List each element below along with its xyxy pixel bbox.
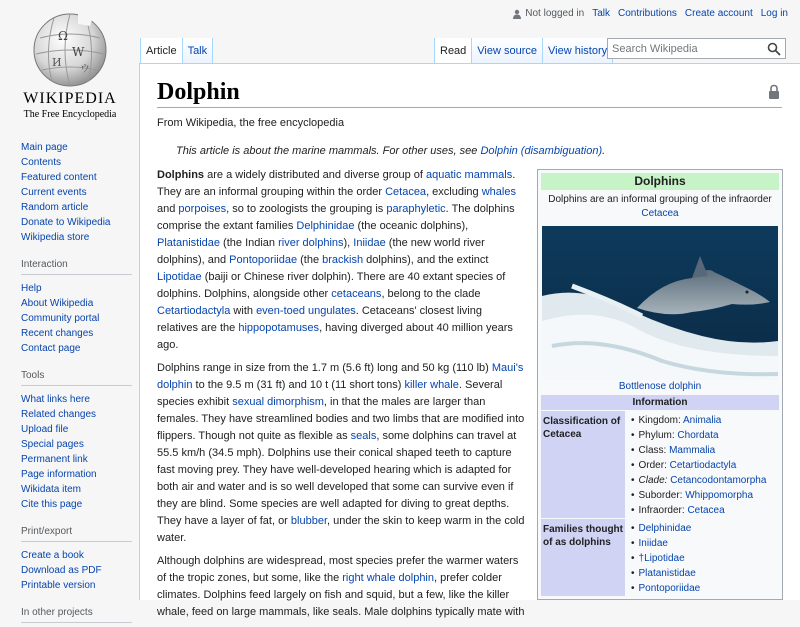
search-icon[interactable] <box>767 42 781 56</box>
text-run: (the Indian <box>220 237 279 249</box>
text-run: , some dolphins can travel at 55.5 km/h (34.5 mph). Dolphins use their conical shaped teeth to capture fast moving prey. They have well-developed hearing which is adapted for both air and water and is so well developed that some can survive even if they are blind. Some species are well adapted for diving to great depths. They have a layer of fat, or <box>157 430 517 527</box>
taxon-link[interactable]: Whippomorpha <box>685 490 754 501</box>
infobox <box>537 169 783 600</box>
article-body <box>157 167 525 627</box>
wiki-link[interactable]: aquatic mammals <box>426 169 513 181</box>
family-link[interactable]: Platanistidae <box>638 568 696 579</box>
family-item <box>631 521 779 536</box>
text-run: (the oceanic dolphins), <box>354 220 469 232</box>
sidebar-item-recent-changes[interactable]: Recent changes <box>21 328 94 339</box>
article-paragraph <box>157 360 525 547</box>
wiki-link[interactable]: river dolphins <box>278 237 344 249</box>
sidebar-item-wikidata-item[interactable]: Wikidata item <box>21 484 82 495</box>
sidebar-item-cite-this-page[interactable]: Cite this page <box>21 499 83 510</box>
sidebar-item-related-changes[interactable]: Related changes <box>21 409 97 420</box>
disambiguation-link[interactable]: Dolphin (disambiguation) <box>480 145 603 157</box>
sidebar-item-permanent-link[interactable]: Permanent link <box>21 454 88 465</box>
families-label: Families thought of as dolphins <box>541 519 625 596</box>
svg-text:Ω: Ω <box>58 29 68 43</box>
text-run: to the 9.5 m (31 ft) and 10 t (11 short tons) <box>192 379 405 391</box>
classification-item: • Phylum: Chordata <box>631 428 779 443</box>
svg-text:ウ: ウ <box>80 64 90 75</box>
wiki-link[interactable]: Cetartiodactyla <box>157 305 231 317</box>
svg-text:W: W <box>72 45 85 59</box>
sidebar-item-create-a-book[interactable]: Create a book <box>21 550 84 561</box>
classification-item: • Infraorder: Cetacea <box>631 503 779 518</box>
taxon-link[interactable]: Animalia <box>683 415 722 426</box>
sidebar-heading-interaction: Interaction <box>0 257 140 272</box>
sidebar-item-page-information[interactable]: Page information <box>21 469 97 480</box>
image-caption <box>541 380 779 394</box>
sidebar-item-help[interactable]: Help <box>21 283 42 294</box>
text-run: , belong to the clade <box>381 288 481 300</box>
taxon-link[interactable]: Mammalia <box>669 445 716 456</box>
infobox-title: Dolphins <box>541 173 779 190</box>
wiki-link[interactable]: whales <box>481 186 516 198</box>
sidebar-heading-tools: Tools <box>0 368 140 383</box>
sidebar-item-random-article[interactable]: Random article <box>21 202 89 213</box>
sidebar-item-printable-version[interactable]: Printable version <box>21 580 96 591</box>
sidebar-interaction <box>0 281 140 356</box>
sidebar-item-community-portal[interactable]: Community portal <box>21 313 100 324</box>
infobox-section-information: Information <box>541 395 779 410</box>
families-row <box>541 519 779 596</box>
classification-item: • Suborder: Whippomorpha <box>631 488 779 503</box>
family-link[interactable]: †Lipotidae <box>638 553 685 564</box>
family-link[interactable]: Delphinidae <box>638 523 692 534</box>
create-account-link[interactable]: Create account <box>684 8 753 19</box>
article-paragraph <box>157 553 525 621</box>
family-item <box>631 536 779 551</box>
wiki-link[interactable]: Iniidae <box>353 237 386 249</box>
wiki-link[interactable]: seals <box>350 430 377 442</box>
text-run: . Several species exhibit <box>157 379 503 408</box>
family-item <box>631 581 779 596</box>
taxon-link[interactable]: Chordata <box>677 430 719 441</box>
text-run: and <box>157 203 179 215</box>
text-run: , excluding <box>426 186 482 198</box>
classification-list <box>625 411 779 518</box>
text-run: . Cetaceans' closest living relatives are the <box>157 305 482 334</box>
sidebar-heading-other-projects: In other projects <box>0 605 140 620</box>
text-run: . They are an informal grouping within the order <box>157 169 516 198</box>
tab-view-source[interactable]: View source <box>472 38 543 64</box>
sidebar-navigation <box>0 140 140 245</box>
text-run: ), <box>343 237 354 249</box>
family-item <box>631 551 779 566</box>
wiki-link[interactable]: Pontoporiidae <box>229 254 298 266</box>
not-logged-in-status: Not logged in <box>512 8 584 19</box>
wiki-link[interactable]: right whale dolphin <box>342 572 434 584</box>
article-paragraph <box>157 167 525 354</box>
wiki-link[interactable]: blubber <box>290 515 327 527</box>
text-run: , having diverged about 40 million years ago. <box>157 322 513 351</box>
site-subtitle: From Wikipedia, the free encyclopedia <box>157 117 345 129</box>
taxon-link[interactable]: Cetartiodactyla <box>669 460 737 471</box>
classification-item: • Order: Cetartiodactyla <box>631 458 779 473</box>
classification-item: • Clade: Cetancodontamorpha <box>631 473 779 488</box>
infobox-subtitle: Dolphins are an informal grouping of the infraorder Cetacea <box>548 194 772 219</box>
classification-item: • Kingdom: Animalia <box>631 413 779 428</box>
text-run: , so to zoologists the grouping is <box>226 203 387 215</box>
lock-icon[interactable] <box>768 84 780 100</box>
text-run: (baiji or Chinese river dolphin). There are 40 extant species of dolphins. Dolphins, alongside other <box>157 271 506 300</box>
tab-view-history[interactable]: View history <box>543 38 613 64</box>
personal-tools <box>512 8 788 19</box>
text-run: (the <box>297 254 323 266</box>
text-run: , in that the males are larger than females. They have streamlined bodies and two limbs that are modified into flippers. Though not quite as flexible as <box>157 396 525 442</box>
family-link[interactable]: Iniidae <box>638 538 668 549</box>
wiki-link[interactable]: cetaceans <box>331 288 382 300</box>
families-list <box>625 519 779 596</box>
user-icon <box>512 9 522 19</box>
wiki-link[interactable]: hippopotamuses <box>238 322 320 334</box>
sidebar-item-wikipedia-store[interactable]: Wikipedia store <box>21 232 90 243</box>
namespace-tabs <box>140 38 213 64</box>
hatnote: This article is about the marine mammals. For other uses, see Dolphin (disambiguation). <box>176 145 606 157</box>
text-run: Although dolphins are widespread, most species prefer the warmer waters of the tropic zones, but some, like the <box>157 555 519 584</box>
wiki-link[interactable]: killer whale <box>404 379 459 391</box>
wiki-link[interactable]: Platanistidae <box>157 237 220 249</box>
sidebar-item-donate-to-wikipedia[interactable]: Donate to Wikipedia <box>21 217 111 228</box>
family-item <box>631 566 779 581</box>
log-in-link[interactable]: Log in <box>760 8 788 19</box>
text-run: dolphins), and the extinct <box>363 254 489 266</box>
svg-text:И: И <box>52 56 62 69</box>
wiki-link[interactable]: Cetacea <box>385 186 427 198</box>
wiki-link[interactable]: Maui's dolphin <box>157 362 524 391</box>
family-link[interactable]: Pontoporiidae <box>638 583 701 594</box>
taxon-link[interactable]: Cetancodontamorpha <box>670 475 767 486</box>
classification-row <box>541 411 779 518</box>
sidebar-item-featured-content[interactable]: Featured content <box>21 172 97 183</box>
sidebar-item-what-links-here[interactable]: What links here <box>21 394 90 405</box>
classification-item: • Class: Mammalia <box>631 443 779 458</box>
text-run: are a widely distributed and diverse group of <box>204 169 427 181</box>
article-content <box>139 63 800 618</box>
logo-wordmark: WIKIPEDIA <box>23 90 117 107</box>
sidebar-item-contact-page[interactable]: Contact page <box>21 343 81 354</box>
wikipedia-logo[interactable] <box>0 0 140 130</box>
tab-article[interactable]: Article <box>140 38 183 64</box>
wiki-link[interactable]: brackish <box>322 254 364 266</box>
wiki-link[interactable]: paraphyletic <box>386 203 446 215</box>
wiki-link[interactable]: even-toed ungulates <box>256 305 356 317</box>
logo-tagline: The Free Encyclopedia <box>23 109 117 120</box>
search-input[interactable] <box>607 38 786 59</box>
puzzle-globe-icon <box>30 10 110 88</box>
sidebar-item-current-events[interactable]: Current events <box>21 187 87 198</box>
sidebar-print-export <box>0 548 140 593</box>
sidebar-item-main-page[interactable]: Main page <box>21 142 68 153</box>
wiki-link[interactable]: Delphinidae <box>296 220 355 232</box>
bottlenose-dolphin-link[interactable]: Bottlenose dolphin <box>618 381 702 392</box>
wiki-link[interactable]: sexual dimorphism <box>232 396 324 408</box>
sidebar-tools <box>0 392 140 512</box>
talk-link[interactable]: Talk <box>592 8 610 19</box>
contributions-link[interactable]: Contributions <box>618 8 677 19</box>
tab-talk[interactable]: Talk <box>183 38 214 64</box>
taxon-link[interactable]: Cetacea <box>687 505 725 516</box>
text-run: . The dolphins comprise the extant families <box>157 203 515 232</box>
text-run: , under the skin to keep warm in the cold water. <box>157 515 525 544</box>
bold-term: Dolphins <box>157 169 205 181</box>
wiki-link[interactable]: Lipotidae <box>157 271 202 283</box>
classification-label: Classification of Cetacea <box>541 411 625 518</box>
tab-read[interactable]: Read <box>434 38 472 64</box>
bottlenose-dolphin-image[interactable] <box>542 226 778 380</box>
sidebar-item-contents[interactable]: Contents <box>21 157 62 168</box>
title-divider <box>157 107 782 108</box>
sidebar-item-download-as-pdf[interactable]: Download as PDF <box>21 565 102 576</box>
text-run: , prefer colder climates. Dolphins feed largely on fish and squid, but a few, like the killer whale, feed on large mammals, like seals. Male dolphins typically mate with <box>157 572 525 618</box>
text-run: (the new world river dolphins), and <box>157 237 485 266</box>
page-title: Dolphin <box>157 79 240 105</box>
text-run: with <box>230 305 257 317</box>
sidebar-heading-print: Print/export <box>0 524 140 539</box>
view-tabs <box>434 38 613 64</box>
sidebar-item-special-pages[interactable]: Special pages <box>21 439 84 450</box>
sidebar-item-upload-file[interactable]: Upload file <box>21 424 69 435</box>
sidebar-item-about-wikipedia[interactable]: About Wikipedia <box>21 298 94 309</box>
search-placeholder: Search Wikipedia <box>612 43 698 55</box>
cetacea-link[interactable]: Cetacea <box>641 208 679 219</box>
sidebar <box>0 140 140 620</box>
text-run: Dolphins range in size from the 1.7 m (5.6 ft) long and 50 kg (110 lb) <box>157 362 492 374</box>
wiki-link[interactable]: porpoises <box>178 203 227 215</box>
